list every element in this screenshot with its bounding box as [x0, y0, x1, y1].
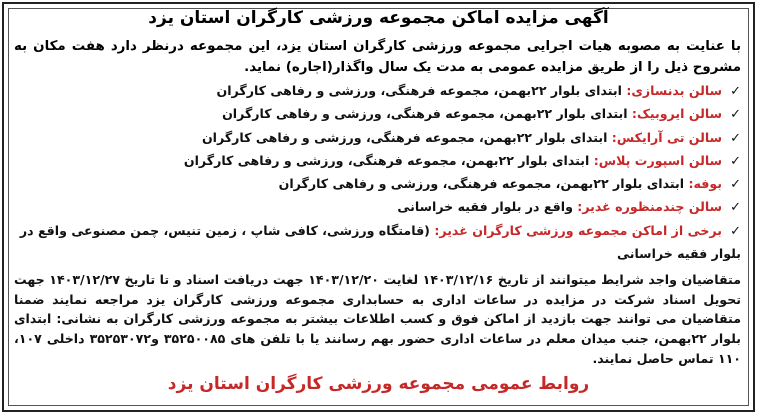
checkmark-icon: ✓ [730, 200, 741, 216]
venue-label: بوفه: [688, 176, 722, 192]
list-item [14, 80, 741, 103]
notice-title: آگهی مزایده اماکن مجموعه ورزشی کارگران استان یزد [148, 8, 609, 28]
venue-label: سالن تی آرایکس: [611, 129, 722, 145]
venue-list [14, 80, 741, 265]
venue-label: سالن چندمنظوره غدیر: [577, 199, 722, 215]
venue-label: سالن اسپورت پلاس: [593, 152, 722, 168]
venue-location: ابتدای بلوار ۲۲بهمن، مجموعه فرهنگی، ورزشی و رفاهی کارگران [183, 152, 594, 168]
list-item [14, 220, 741, 266]
venue-location: (قامتگاه ورزشی، کافی شاپ ، زمین تنیس، چمن مصنوعی واقع در بلوار فقیه خراسانی [19, 222, 741, 262]
intro-paragraph: با عنایت به مصوبه هیات اجرایی مجموعه ورزشی کارگران استان یزد، این مجموعه درنظر دارد هفت مکان به مشروح ذیل را از طریق مزایده عمومی به مدت یک سال واگذار(اجاره) نماید. [14, 39, 741, 75]
checkmark-icon: ✓ [730, 223, 741, 239]
list-item [14, 127, 741, 150]
checkmark-icon: ✓ [730, 130, 741, 146]
checkmark-icon: ✓ [730, 153, 741, 169]
list-item [14, 150, 741, 173]
venue-label: برخی از اماکن مجموعه ورزشی کارگران غدیر: [434, 222, 722, 238]
venue-location: ابتدای بلوار ۲۲بهمن، مجموعه فرهنگی، ورزشی و رفاهی کارگران [278, 176, 689, 192]
checkmark-icon: ✓ [730, 84, 741, 99]
venue-label: سالن بدنسازی: [626, 83, 722, 98]
checkmark-icon: ✓ [730, 107, 741, 123]
venue-label: سالن ایروبیک: [631, 106, 722, 122]
notice-frame [2, 2, 755, 412]
list-item [14, 196, 741, 219]
public-relations-signature: روابط عمومی مجموعه ورزشی کارگران استان یزد [167, 374, 590, 394]
venue-location: ابتدای بلوار ۲۲بهمن، مجموعه فرهنگی، ورزشی و رفاهی کارگران [216, 83, 627, 98]
venue-location: ابتدای بلوار ۲۲بهمن، مجموعه فرهنگی، ورزشی و رفاهی کارگران [201, 129, 612, 145]
conditions-paragraph: متقاضیان واجد شرایط میتوانند از تاریخ ۱۴۰۳/۱۲/۱۶ لغایت ۱۴۰۳/۱۲/۲۰ جهت دریافت اسناد و تا تاریخ ۱۴۰۳/۱۲/۲۷ جهت تحویل اسناد شرکت در مزایده در ساعات اداری به حسابداری مجموعه ورزشی کارگران یزد مراجعه نمایند ضمنا متقاضیان می توانند جهت بازدید از اماکن فوق و کسب اطلاعات بیشتر به مجموعه ورزشی کارگران به نشانی: ابتدای بلوار ۲۲بهمن، جنب میدان معلم در ساعات اداری حضور بهم رسانند یا با تلفن های ۳۵۲۵۰۰۸۵ و۳۵۲۵۳۰۷۲ داخلی ۱۰۷، ۱۱۰ تماس حاصل نمایند. [14, 272, 742, 366]
list-item [14, 103, 741, 126]
list-item [14, 173, 741, 196]
venue-location: واقع در بلوار فقیه خراسانی [397, 199, 578, 215]
checkmark-icon: ✓ [730, 177, 741, 193]
venue-location: ابتدای بلوار ۲۲بهمن، مجموعه فرهنگی، ورزشی و رفاهی کارگران [222, 106, 632, 122]
